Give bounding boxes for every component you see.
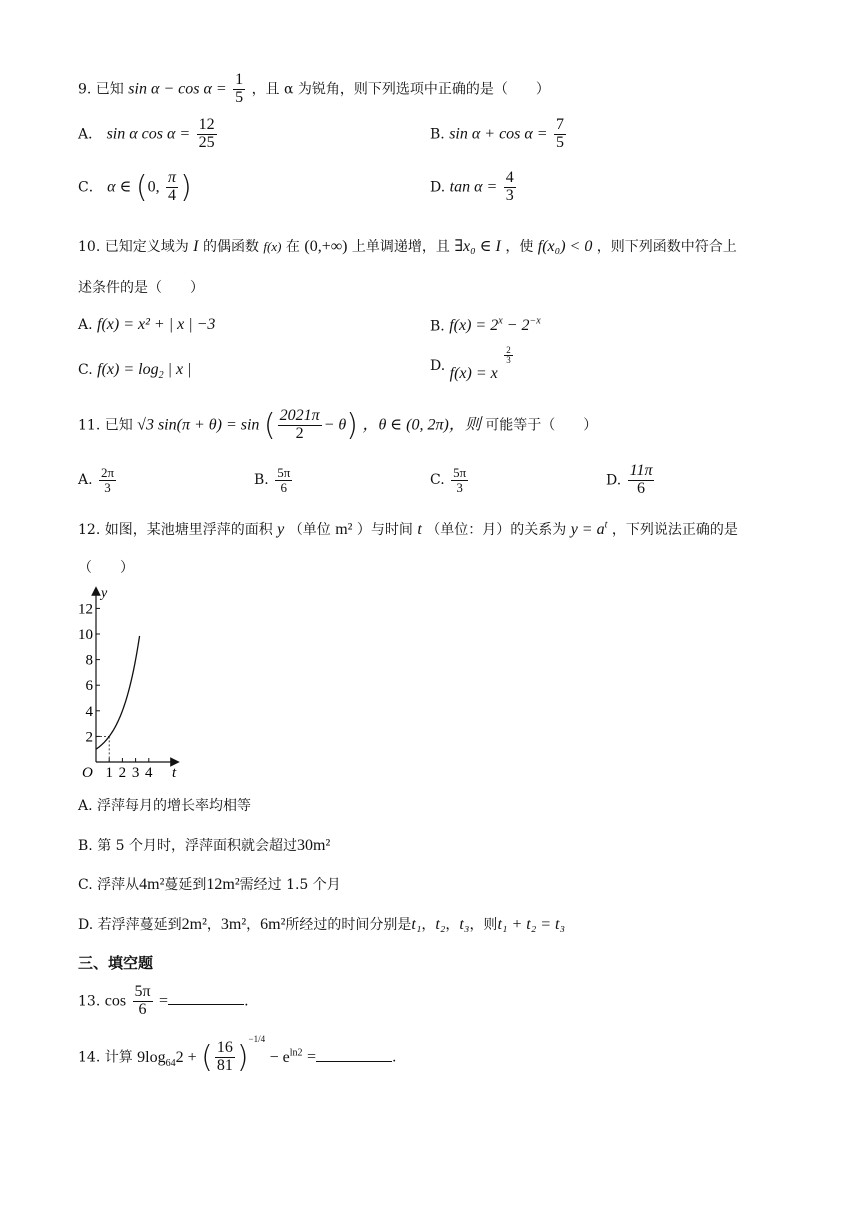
q12-option-c: C. 浮萍从4m²蔓延到12m²需经过 1.5 个月 [78,876,341,893]
y-tick-label: 2 [85,729,93,746]
y-tick-label: 12 [78,601,93,618]
q12-stem: 12. 如图，某池塘里浮萍的面积 y （单位 m² ）与时间 t （单位：月）的关系为 $y = a^t$ ，下列说法正确的是 [78,519,738,538]
q9-stem [78,72,550,107]
x-axis-label: t [172,765,177,781]
q9-option-a: A． sin α cos α = $\frac{12}{25}$ [78,116,215,151]
q12-paren: （ ） [78,560,134,576]
exponential-curve [96,636,140,749]
y-tick-label: 6 [85,678,93,695]
q9-option-b: B. sin α + cos α = $\frac{7}{5}$ [430,116,565,151]
q10-option-d: D. f(x) = x $\frac{2}{3}$ [430,345,511,382]
q11-option-b: B. $\frac{5\pi}{6}$ [254,465,291,495]
y-tick-label: 8 [85,652,93,669]
x-tick-label: 1 [105,765,113,781]
q10-option-c: C. $f(x) = \log_2$ | x | [78,361,192,382]
q9-equation: sin α − cos α = [128,80,227,98]
q11-stem: 11. 已知 √3 sin(π + θ) = sin ( $\frac{2021\pi}{2}$ − θ) ，θ ∈ (0, 2π)，则 可能等于（ ） [78,407,598,443]
q9-option-d: D. tan α = $\frac{4}{3}$ [430,169,514,204]
answer-blank[interactable] [168,990,244,1005]
q11-option-c: C. $\frac{5\pi}{3}$ [430,465,467,495]
q10-option-a: A. f(x) = x² + | x | −3 [78,316,216,333]
q11-option-d: D. $\frac{11\pi}{6}$ [606,462,653,497]
answer-blank[interactable] [316,1047,392,1062]
q12-option-b: B. 第 5 个月时，浮萍面积就会超过30m² [78,837,331,854]
q11-option-a: A. $\frac{2\pi}{3}$ [78,465,115,495]
y-axis-label: y [101,586,108,601]
q14: 14. 计算 $9\log_{64}2$ + ( $\frac{16}{81}$ )$^{-1/4} - e^{ln2}$ = . [78,1033,397,1075]
x-tick-label: 4 [145,765,153,781]
origin-label: O [82,765,93,781]
q10-stem-line1: 10. 已知定义域为 I 的偶函数 f(x) 在 (0,+∞) 上单调递增，且 ∃x₀ ∈ I ，使 f(x₀) < 0 ，则下列函数中符合上 [78,238,737,255]
q12-option-d: D. 若浮萍蔓延到2m²，3m²，6m²所经过的时间分别是t₁，t₂，t₃，则t₁ + t₂ = t₃ [78,916,566,933]
q12-option-a: A. 浮萍每月的增长率均相等 [78,798,252,814]
x-tick-label: 3 [131,765,140,781]
x-tick-label: 2 [118,765,127,781]
q12-chart [70,585,200,785]
q13: 13. cos $\frac{5\pi}{6}$ = . [78,983,249,1018]
section-title: 三、填空题 [78,954,154,972]
y-tick-label: 10 [78,627,93,643]
y-tick-label: 4 [85,703,93,720]
q9-suffix: ，且 α 为锐角，则下列选项中正确的是（ ） [251,81,550,98]
q9-fraction: $\frac{1}{5}$ [235,71,244,106]
q10-stem-line2: 述条件的是（ ） [78,280,204,296]
q9-prefix: 9. 已知 [78,81,124,98]
q10-option-b: B. $f(x) = 2^x - 2^{-x}$ [430,316,541,335]
q9-option-c: C． α ∈ (0, $\frac{\pi}{4}$ ) [78,169,192,205]
